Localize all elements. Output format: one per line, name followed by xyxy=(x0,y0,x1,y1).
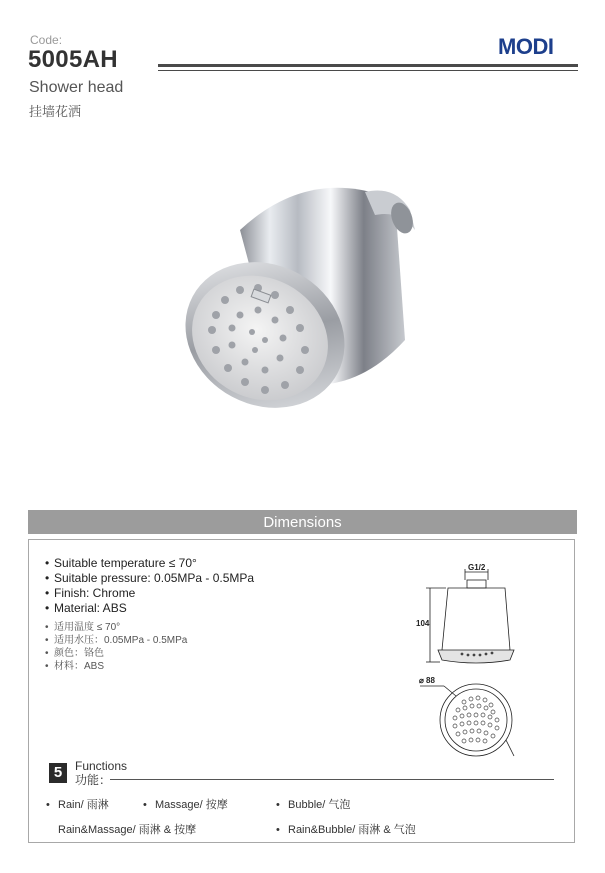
spec-item-cn: • 适用温度 ≤ 70° xyxy=(45,622,121,633)
spec-item: • Material: ABS xyxy=(45,601,127,615)
specs-en-list xyxy=(45,556,254,616)
spec-item-cn: • 颜色：铬色 xyxy=(45,648,104,659)
spec-item-cn: • 材料：ABS xyxy=(45,661,105,672)
thread-label: G1/2 xyxy=(468,563,486,572)
function-item: • Massage/ 按摩 xyxy=(143,799,228,811)
spec-item: • Finish: Chrome xyxy=(45,586,136,600)
dimensions-header xyxy=(28,510,577,534)
product-title-cn: 挂墙花洒 xyxy=(29,104,82,119)
function-item: • Rain&Bubble/ 雨淋 & 气泡 xyxy=(276,824,416,836)
function-item: • Rain/ 雨淋 xyxy=(46,799,109,811)
code-label: Code: xyxy=(30,33,63,47)
product-photo xyxy=(180,170,440,440)
functions-rule xyxy=(110,779,554,780)
spec-item-cn: • 适用水压：0.05MPa - 0.5MPa xyxy=(45,635,188,646)
diameter-label: ⌀ 88 xyxy=(419,676,435,685)
function-item: Rain&Massage/ 雨淋 & 按摩 xyxy=(58,824,197,836)
spec-item: • Suitable pressure: 0.05MPa - 0.5MPa xyxy=(45,571,255,585)
functions-title-cn: 功能： xyxy=(75,773,112,787)
technical-drawing xyxy=(410,560,535,770)
header-rule-thick xyxy=(158,64,578,67)
brand-logo: MODI xyxy=(498,34,554,59)
functions-title-en: Functions xyxy=(75,759,128,773)
dimensions-title: Dimensions xyxy=(263,514,342,531)
header-rule-thin xyxy=(158,70,578,71)
functions-count-badge: 5 xyxy=(49,763,67,783)
specs-cn-list xyxy=(45,621,187,673)
product-title-en: Shower head xyxy=(29,79,124,96)
function-item: • Bubble/ 气泡 xyxy=(276,799,351,811)
spec-item: • Suitable temperature ≤ 70° xyxy=(45,556,197,570)
height-label: 104 xyxy=(416,619,430,628)
product-code: 5005AH xyxy=(28,46,118,73)
